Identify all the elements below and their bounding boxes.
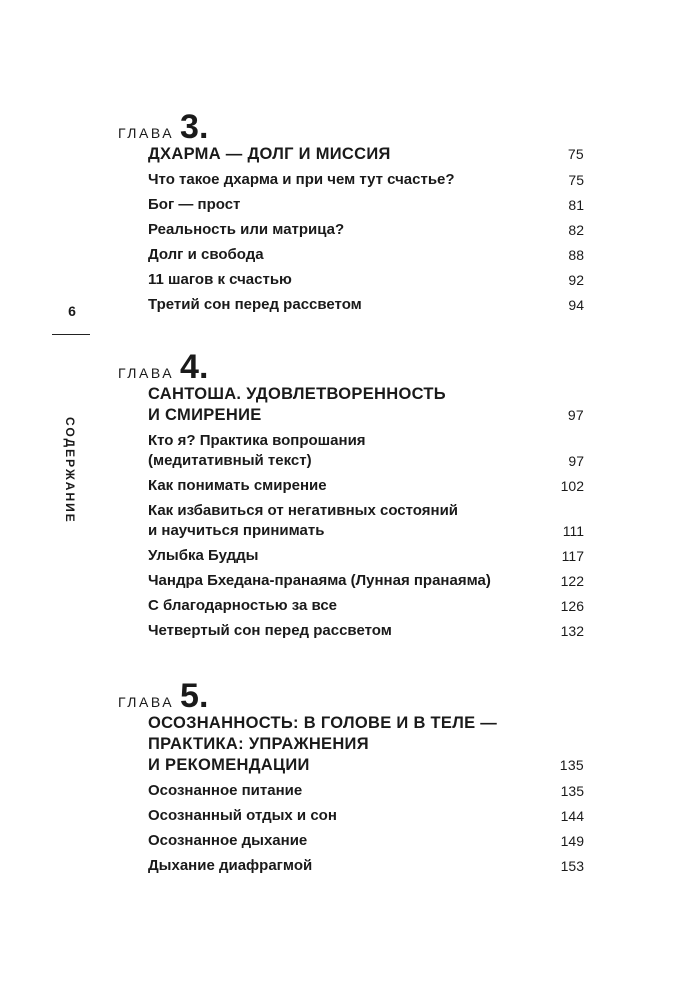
toc-entry[interactable] xyxy=(118,476,588,496)
page-ref: 97 xyxy=(567,407,584,423)
entry-title xyxy=(148,501,588,541)
toc-entry[interactable] xyxy=(118,621,588,641)
page-ref: 135 xyxy=(560,783,584,799)
page-ref: 88 xyxy=(568,247,584,263)
page-ref: 81 xyxy=(568,197,584,213)
chapter-number: 5. xyxy=(180,677,209,715)
page-ref: 132 xyxy=(560,623,584,639)
chapter-number: 3. xyxy=(180,108,209,146)
toc-entry[interactable] xyxy=(118,170,588,190)
toc-entry[interactable] xyxy=(118,571,588,591)
page-ref: 75 xyxy=(568,172,584,188)
section-title-line: САНТОША. УДОВЛЕТВОРЕННОСТЬ xyxy=(148,385,446,403)
entry-title-line: (медитативный текст) xyxy=(148,452,312,469)
page-ref: 102 xyxy=(560,478,584,494)
chapter-word: ГЛАВА xyxy=(118,125,175,141)
entry-title: Осознанное дыхание xyxy=(148,832,308,849)
toc-section[interactable] xyxy=(118,713,588,776)
entry-title: Улыбка Будды xyxy=(148,547,259,564)
page-ref: 144 xyxy=(560,808,584,824)
section-title-line: И РЕКОМЕНДАЦИИ xyxy=(148,756,310,774)
page-ref: 117 xyxy=(561,548,584,564)
entry-title: Осознанный отдых и сон xyxy=(148,807,337,824)
toc-entry[interactable] xyxy=(118,270,588,290)
page-ref: 75 xyxy=(567,146,584,162)
entry-title: Бог — прост xyxy=(148,196,241,213)
toc-entry[interactable] xyxy=(118,806,588,826)
toc-entry[interactable] xyxy=(118,831,588,851)
page-ref: 82 xyxy=(568,222,584,238)
page-ref: 92 xyxy=(568,272,584,288)
toc-section[interactable] xyxy=(118,144,588,165)
entry-title: Третий сон перед рассветом xyxy=(148,296,362,313)
running-head-label: СОДЕРЖАНИЕ xyxy=(63,417,77,524)
entry-title: Дыхание диафрагмой xyxy=(148,857,313,874)
entry-title: Чандра Бхедана-пранаяма (Лунная пранаяма) xyxy=(148,572,491,589)
entry-title: Реальность или матрица? xyxy=(148,221,345,238)
entry-title-line: Как избавиться от негативных состояний xyxy=(148,502,459,519)
entry-title: С благодарностью за все xyxy=(148,597,338,614)
page-ref: 94 xyxy=(568,297,584,313)
toc-entry[interactable] xyxy=(118,856,588,876)
chapter-number: 4. xyxy=(180,348,209,386)
page-ref: 135 xyxy=(559,757,584,773)
entry-title-line: и научиться принимать xyxy=(148,522,325,539)
toc-entry[interactable] xyxy=(118,781,588,801)
page-ref: 149 xyxy=(560,833,584,849)
toc-entry[interactable] xyxy=(118,245,588,265)
page-number: 6 xyxy=(68,303,76,319)
entry-title: Что такое дхарма и при чем тут счастье? xyxy=(148,171,455,188)
page-ref: 122 xyxy=(560,573,584,589)
toc-section[interactable] xyxy=(118,384,588,426)
toc-entry[interactable] xyxy=(118,546,588,566)
section-title-line: И СМИРЕНИЕ xyxy=(148,406,262,424)
toc-entry[interactable] xyxy=(118,596,588,616)
page-ref: 97 xyxy=(568,453,584,469)
chapter-heading xyxy=(118,348,588,386)
entry-title: Четвертый сон перед рассветом xyxy=(148,622,392,639)
page-ref: 111 xyxy=(562,523,584,539)
entry-title: Как понимать смирение xyxy=(148,477,327,494)
page-ref: 126 xyxy=(560,598,584,614)
section-title: ДХАРМА — ДОЛГ И МИССИЯ xyxy=(148,145,391,163)
section-title xyxy=(148,384,588,426)
toc-entry[interactable] xyxy=(118,220,588,240)
toc-entry[interactable] xyxy=(118,501,588,541)
toc-entry[interactable] xyxy=(118,295,588,315)
chapter-word: ГЛАВА xyxy=(118,694,175,710)
chapter-heading xyxy=(118,108,588,146)
toc-entry[interactable] xyxy=(118,195,588,215)
section-title-line: ОСОЗНАННОСТЬ: В ГОЛОВЕ И В ТЕЛЕ — xyxy=(148,714,498,732)
sidebar-divider xyxy=(52,334,90,335)
entry-title: 11 шагов к счастью xyxy=(148,271,292,288)
section-title-line: ПРАКТИКА: УПРАЖНЕНИЯ xyxy=(148,735,369,753)
entry-title: Осознанное питание xyxy=(148,782,303,799)
chapter-5 xyxy=(118,677,588,876)
entry-title: Долг и свобода xyxy=(148,246,264,263)
page-ref: 153 xyxy=(560,858,584,874)
chapter-word: ГЛАВА xyxy=(118,365,175,381)
chapter-3 xyxy=(118,108,588,315)
entry-title xyxy=(148,431,588,471)
toc-entry[interactable] xyxy=(118,431,588,471)
chapter-heading xyxy=(118,677,588,715)
section-title xyxy=(148,713,588,776)
chapter-4 xyxy=(118,348,588,641)
entry-title-line: Кто я? Практика вопрошания xyxy=(148,432,366,449)
